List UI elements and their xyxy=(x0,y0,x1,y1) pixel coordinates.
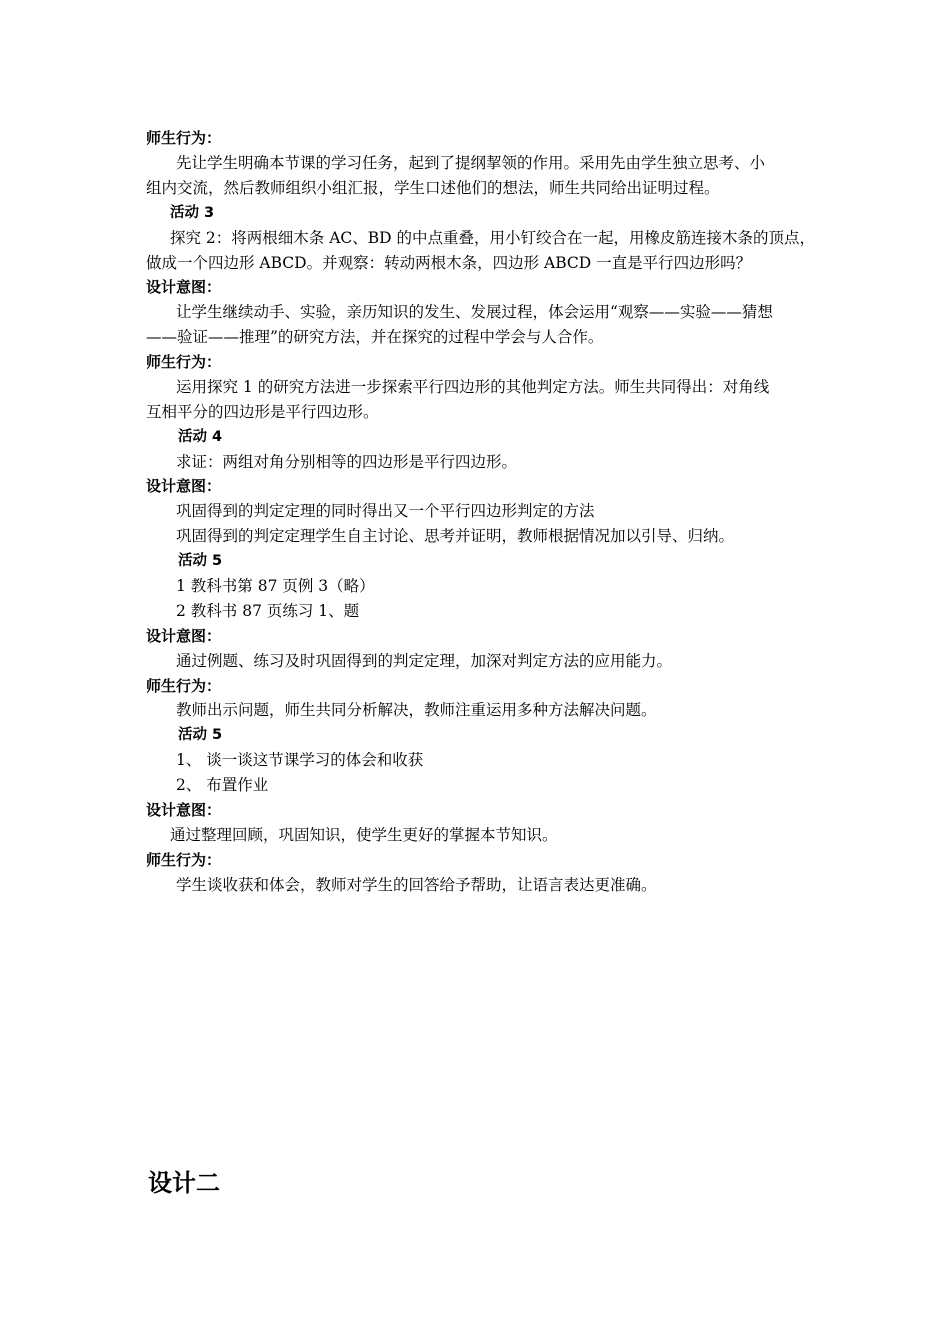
paragraph-line: 先让学生明确本节课的学习任务，起到了提纲挈领的作用。采用先由学生独立思考、小 xyxy=(176,154,766,172)
list-item: 2、 布置作业 xyxy=(176,776,269,794)
paragraph-line: 求证：两组对角分别相等的四边形是平行四边形。 xyxy=(176,453,518,471)
heading-teacher-student-behavior: 师生行为： xyxy=(146,677,222,695)
list-item: 1、 谈一谈这节课学习的体会和收获 xyxy=(176,751,424,769)
activity-heading: 活动 5 xyxy=(178,553,223,569)
paragraph-line: 组内交流，然后教师组织小组汇报，学生口述他们的想法，师生共同给出证明过程。 xyxy=(146,179,720,197)
paragraph-line: ——验证——推理”的研究方法，并在探究的过程中学会与人合作。 xyxy=(146,328,604,346)
activity-heading: 活动 4 xyxy=(178,429,223,445)
paragraph-line: 巩固得到的判定定理学生自主讨论、思考并证明，教师根据情况加以引导、归纳。 xyxy=(176,527,735,545)
paragraph-line: 巩固得到的判定定理的同时得出又一个平行四边形判定的方法 xyxy=(176,502,595,520)
paragraph-line: 让学生继续动手、实验，亲历知识的发生、发展过程，体会运用“观察——实验——猜想 xyxy=(176,303,773,321)
heading-design-intent: 设计意图： xyxy=(146,477,222,495)
heading-design-intent: 设计意图： xyxy=(146,801,222,819)
paragraph-line: 做成一个四边形 ABCD。并观察：转动两根木条，四边形 ABCD 一直是平行四边形吗？ xyxy=(146,254,752,272)
paragraph-line: 探究 2：将两根细木条 AC、BD 的中点重叠，用小钉绞合在一起，用橡皮筋连接木条的顶点， xyxy=(170,229,816,247)
heading-teacher-student-behavior: 师生行为： xyxy=(146,353,222,371)
heading-design-intent: 设计意图： xyxy=(146,278,222,296)
heading-teacher-student-behavior: 师生行为： xyxy=(146,129,222,147)
heading-design-intent: 设计意图： xyxy=(146,627,222,645)
activity-heading: 活动 5 xyxy=(178,727,223,743)
activity-heading: 活动 3 xyxy=(170,205,215,221)
paragraph-line: 通过例题、练习及时巩固得到的判定定理，加深对判定方法的应用能力。 xyxy=(176,652,673,670)
paragraph-line: 2 教科书 87 页练习 1、题 xyxy=(176,602,360,620)
paragraph-line: 互相平分的四边形是平行四边形。 xyxy=(146,403,379,421)
paragraph-line: 1 教科书第 87 页例 3（略） xyxy=(176,577,375,595)
paragraph-line: 通过整理回顾，巩固知识，使学生更好的掌握本节知识。 xyxy=(170,826,558,844)
paragraph-line: 学生谈收获和体会，教师对学生的回答给予帮助，让语言表达更准确。 xyxy=(176,876,657,894)
paragraph-line: 运用探究 1 的研究方法进一步探索平行四边形的其他判定方法。师生共同得出：对角线 xyxy=(176,378,770,396)
paragraph-line: 教师出示问题，师生共同分析解决，教师注重运用多种方法解决问题。 xyxy=(176,701,657,719)
section-title: 设计二 xyxy=(148,1169,220,1197)
heading-teacher-student-behavior: 师生行为： xyxy=(146,851,222,869)
